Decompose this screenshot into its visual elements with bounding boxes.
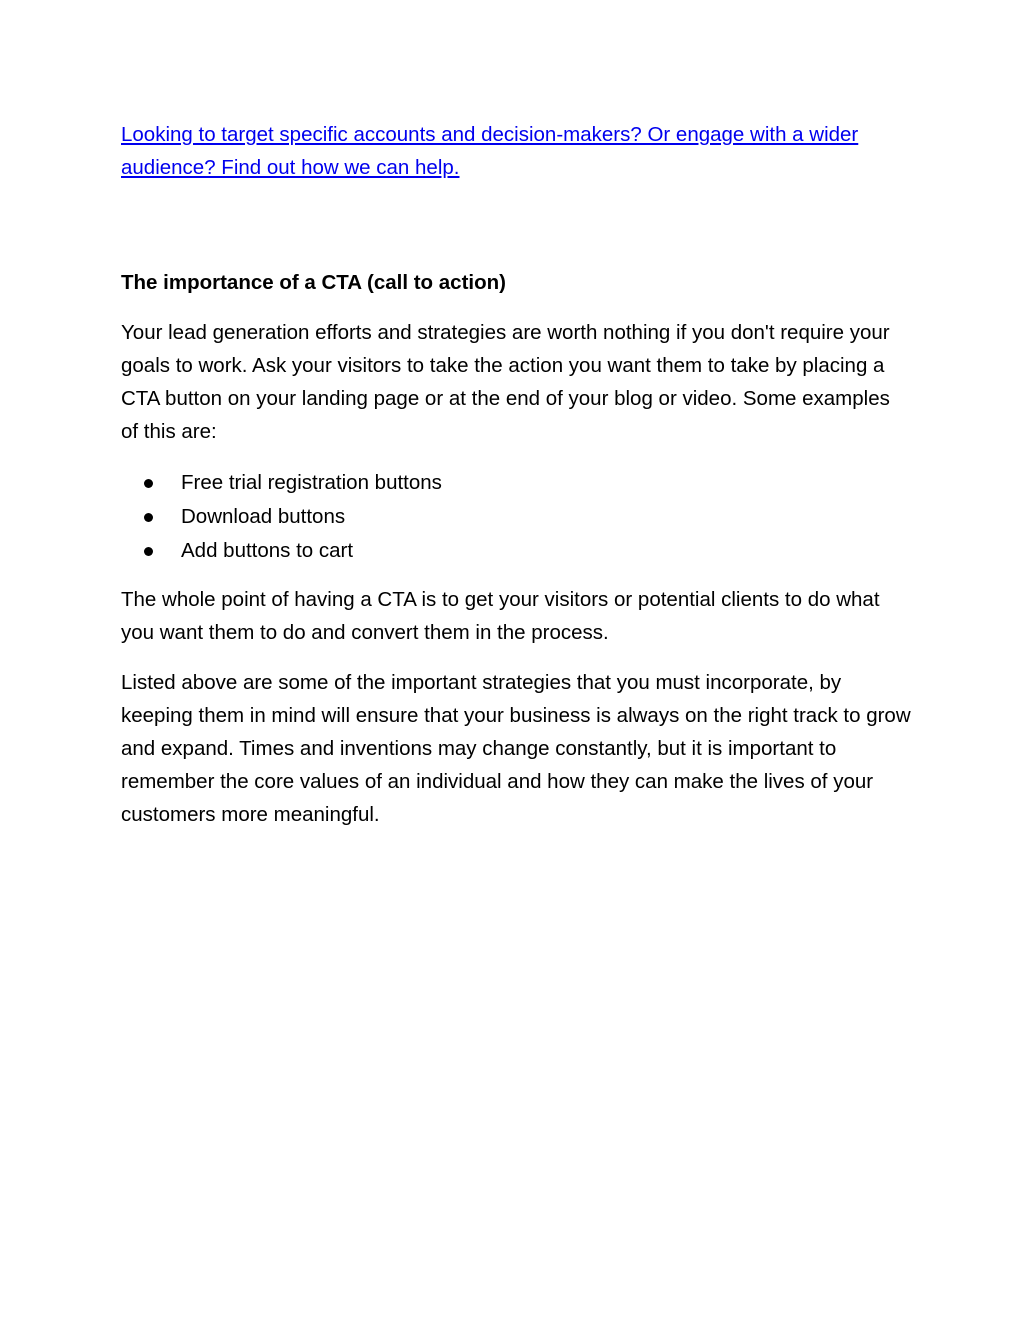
cta-purpose-paragraph: The whole point of having a CTA is to get your visitors or potential clients to do what you want them to do and convert them in the process. [121, 588, 880, 644]
list-item [121, 534, 911, 568]
cta-examples-list [121, 466, 911, 568]
bullet-icon [144, 547, 153, 556]
list-item [121, 466, 911, 500]
list-item-text: Free trial registration buttons [181, 471, 442, 494]
conclusion-paragraph: Listed above are some of the important strategies that you must incorporate, by keeping them in mind will ensure that your business is always on the right track to grow and expand. Times and inventions may change constantly, but it is important to remember the core values of an individual and how they can make the lives of your customers more meaningful. [121, 671, 911, 826]
help-link[interactable]: Looking to target specific accounts and decision-makers? Or engage with a wider audience? Find out how we can help. [121, 123, 859, 179]
list-item [121, 500, 911, 534]
intro-paragraph: Your lead generation efforts and strategies are worth nothing if you don't require your goals to work. Ask your visitors to take the action you want them to take by placing a CTA button on your landing page or at the end of your blog or video. Some examples of this are: [121, 321, 890, 443]
list-item-text: Add buttons to cart [181, 539, 354, 562]
bullet-icon [144, 513, 153, 522]
document-page [121, 118, 911, 831]
list-item-text: Download buttons [181, 505, 346, 528]
bullet-icon [144, 479, 153, 488]
section-heading: The importance of a CTA (call to action) [121, 271, 506, 294]
